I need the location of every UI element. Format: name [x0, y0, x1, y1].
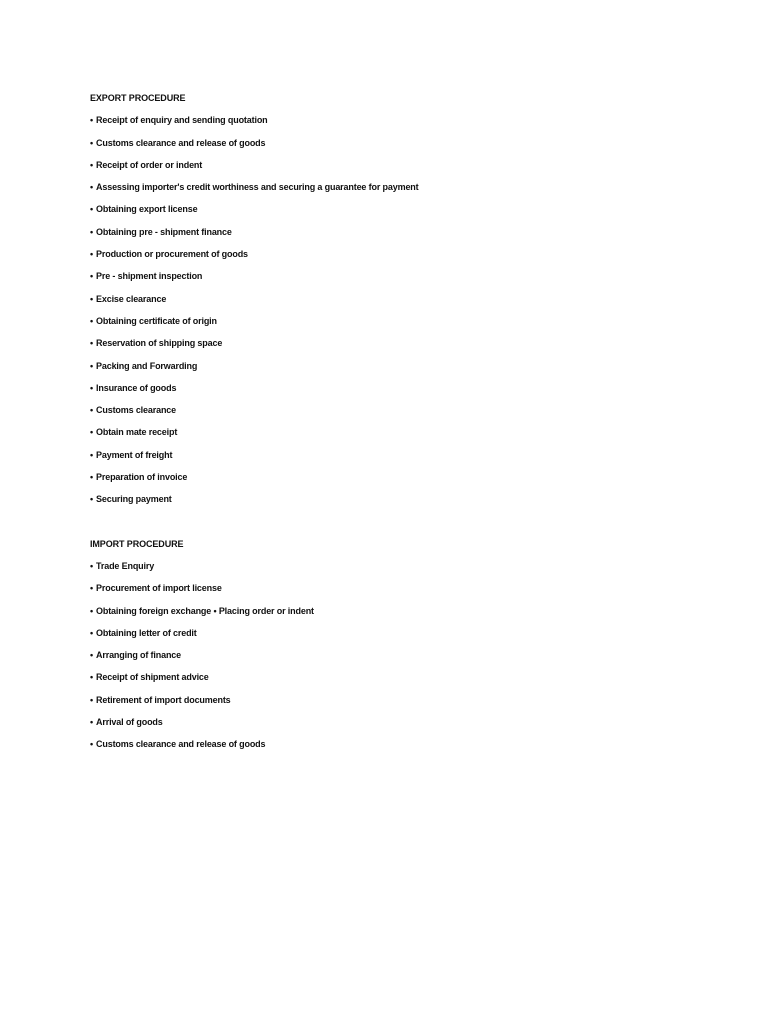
import-step-label: Obtaining foreign exchange • Placing order or indent: [96, 605, 314, 616]
bullet-glyph: •: [90, 427, 94, 438]
export-step-12: [90, 359, 710, 373]
import-step-8: [90, 715, 710, 729]
export-step-label: Obtaining export license: [96, 204, 198, 215]
import-procedure-list: [90, 559, 710, 751]
export-step-label: Packing and Forwarding: [96, 360, 198, 371]
import-step-9: [90, 737, 710, 751]
bullet-glyph: •: [90, 405, 94, 416]
export-step-6: [90, 225, 710, 239]
export-step-label: Securing payment: [96, 494, 172, 505]
import-step-label: Customs clearance and release of goods: [96, 739, 266, 750]
export-step-label: Payment of freight: [96, 449, 173, 460]
bullet-glyph: •: [90, 627, 94, 638]
bullet-glyph: •: [90, 137, 94, 148]
import-step-3: [90, 604, 710, 618]
export-step-13: [90, 381, 710, 395]
bullet-glyph: •: [90, 605, 94, 616]
bullet-glyph: •: [90, 271, 94, 282]
export-step-label: Receipt of enquiry and sending quotation: [96, 115, 268, 126]
export-step-18: [90, 492, 710, 506]
export-step-8: [90, 269, 710, 283]
export-step-label: Production or procurement of goods: [96, 249, 248, 260]
bullet-glyph: •: [90, 315, 94, 326]
bullet-glyph: •: [90, 449, 94, 460]
bullet-glyph: •: [90, 226, 94, 237]
import-step-2: [90, 581, 710, 595]
import-step-1: [90, 559, 710, 573]
export-step-10: [90, 314, 710, 328]
import-step-label: Trade Enquiry: [96, 560, 155, 571]
bullet-glyph: •: [90, 650, 94, 661]
section-spacer: [90, 515, 710, 537]
export-step-label: Pre - shipment inspection: [96, 271, 203, 282]
export-step-label: Obtain mate receipt: [96, 427, 178, 438]
export-step-7: [90, 247, 710, 261]
export-procedure-list: [90, 113, 710, 506]
bullet-glyph: •: [90, 338, 94, 349]
import-step-label: Obtaining letter of credit: [96, 627, 197, 638]
bullet-glyph: •: [90, 360, 94, 371]
export-step-label: Customs clearance: [96, 405, 177, 416]
export-step-label: Receipt of order or indent: [96, 159, 203, 170]
bullet-glyph: •: [90, 293, 94, 304]
bullet-glyph: •: [90, 472, 94, 483]
export-step-label: Preparation of invoice: [96, 472, 188, 483]
export-step-2: [90, 136, 710, 150]
export-step-label: Excise clearance: [96, 293, 167, 304]
export-procedure-heading: EXPORT PROCEDURE: [90, 93, 186, 103]
export-step-label: Obtaining pre - shipment finance: [96, 226, 232, 237]
export-step-4: [90, 180, 710, 194]
export-step-label: Customs clearance and release of goods: [96, 137, 266, 148]
document-content: [90, 91, 710, 760]
bullet-glyph: •: [90, 583, 94, 594]
import-step-5: [90, 648, 710, 662]
export-step-3: [90, 158, 710, 172]
import-step-4: [90, 626, 710, 640]
import-step-label: Arrival of goods: [96, 717, 163, 728]
export-step-label: Obtaining certificate of origin: [96, 315, 217, 326]
import-step-label: Receipt of shipment advice: [96, 672, 209, 683]
export-step-16: [90, 448, 710, 462]
import-step-7: [90, 693, 710, 707]
export-step-15: [90, 425, 710, 439]
import-step-label: Procurement of import license: [96, 583, 222, 594]
bullet-glyph: •: [90, 672, 94, 683]
bullet-glyph: •: [90, 249, 94, 260]
bullet-glyph: •: [90, 494, 94, 505]
import-step-label: Arranging of finance: [96, 650, 182, 661]
export-step-1: [90, 113, 710, 127]
bullet-glyph: •: [90, 560, 94, 571]
export-step-17: [90, 470, 710, 484]
bullet-glyph: •: [90, 159, 94, 170]
export-step-label: Insurance of goods: [96, 382, 177, 393]
bullet-glyph: •: [90, 115, 94, 126]
import-step-6: [90, 670, 710, 684]
export-step-11: [90, 336, 710, 350]
import-step-label: Retirement of import documents: [96, 694, 231, 705]
bullet-glyph: •: [90, 204, 94, 215]
bullet-glyph: •: [90, 382, 94, 393]
bullet-glyph: •: [90, 182, 94, 193]
import-procedure-heading: IMPORT PROCEDURE: [90, 538, 184, 549]
export-step-label: Reservation of shipping space: [96, 338, 223, 349]
bullet-glyph: •: [90, 739, 94, 750]
export-step-5: [90, 202, 710, 216]
export-step-9: [90, 292, 710, 306]
bullet-glyph: •: [90, 694, 94, 705]
export-step-label: Assessing importer's credit worthiness and securing a guarantee for payment: [96, 182, 419, 193]
bullet-glyph: •: [90, 717, 94, 728]
export-step-14: [90, 403, 710, 417]
